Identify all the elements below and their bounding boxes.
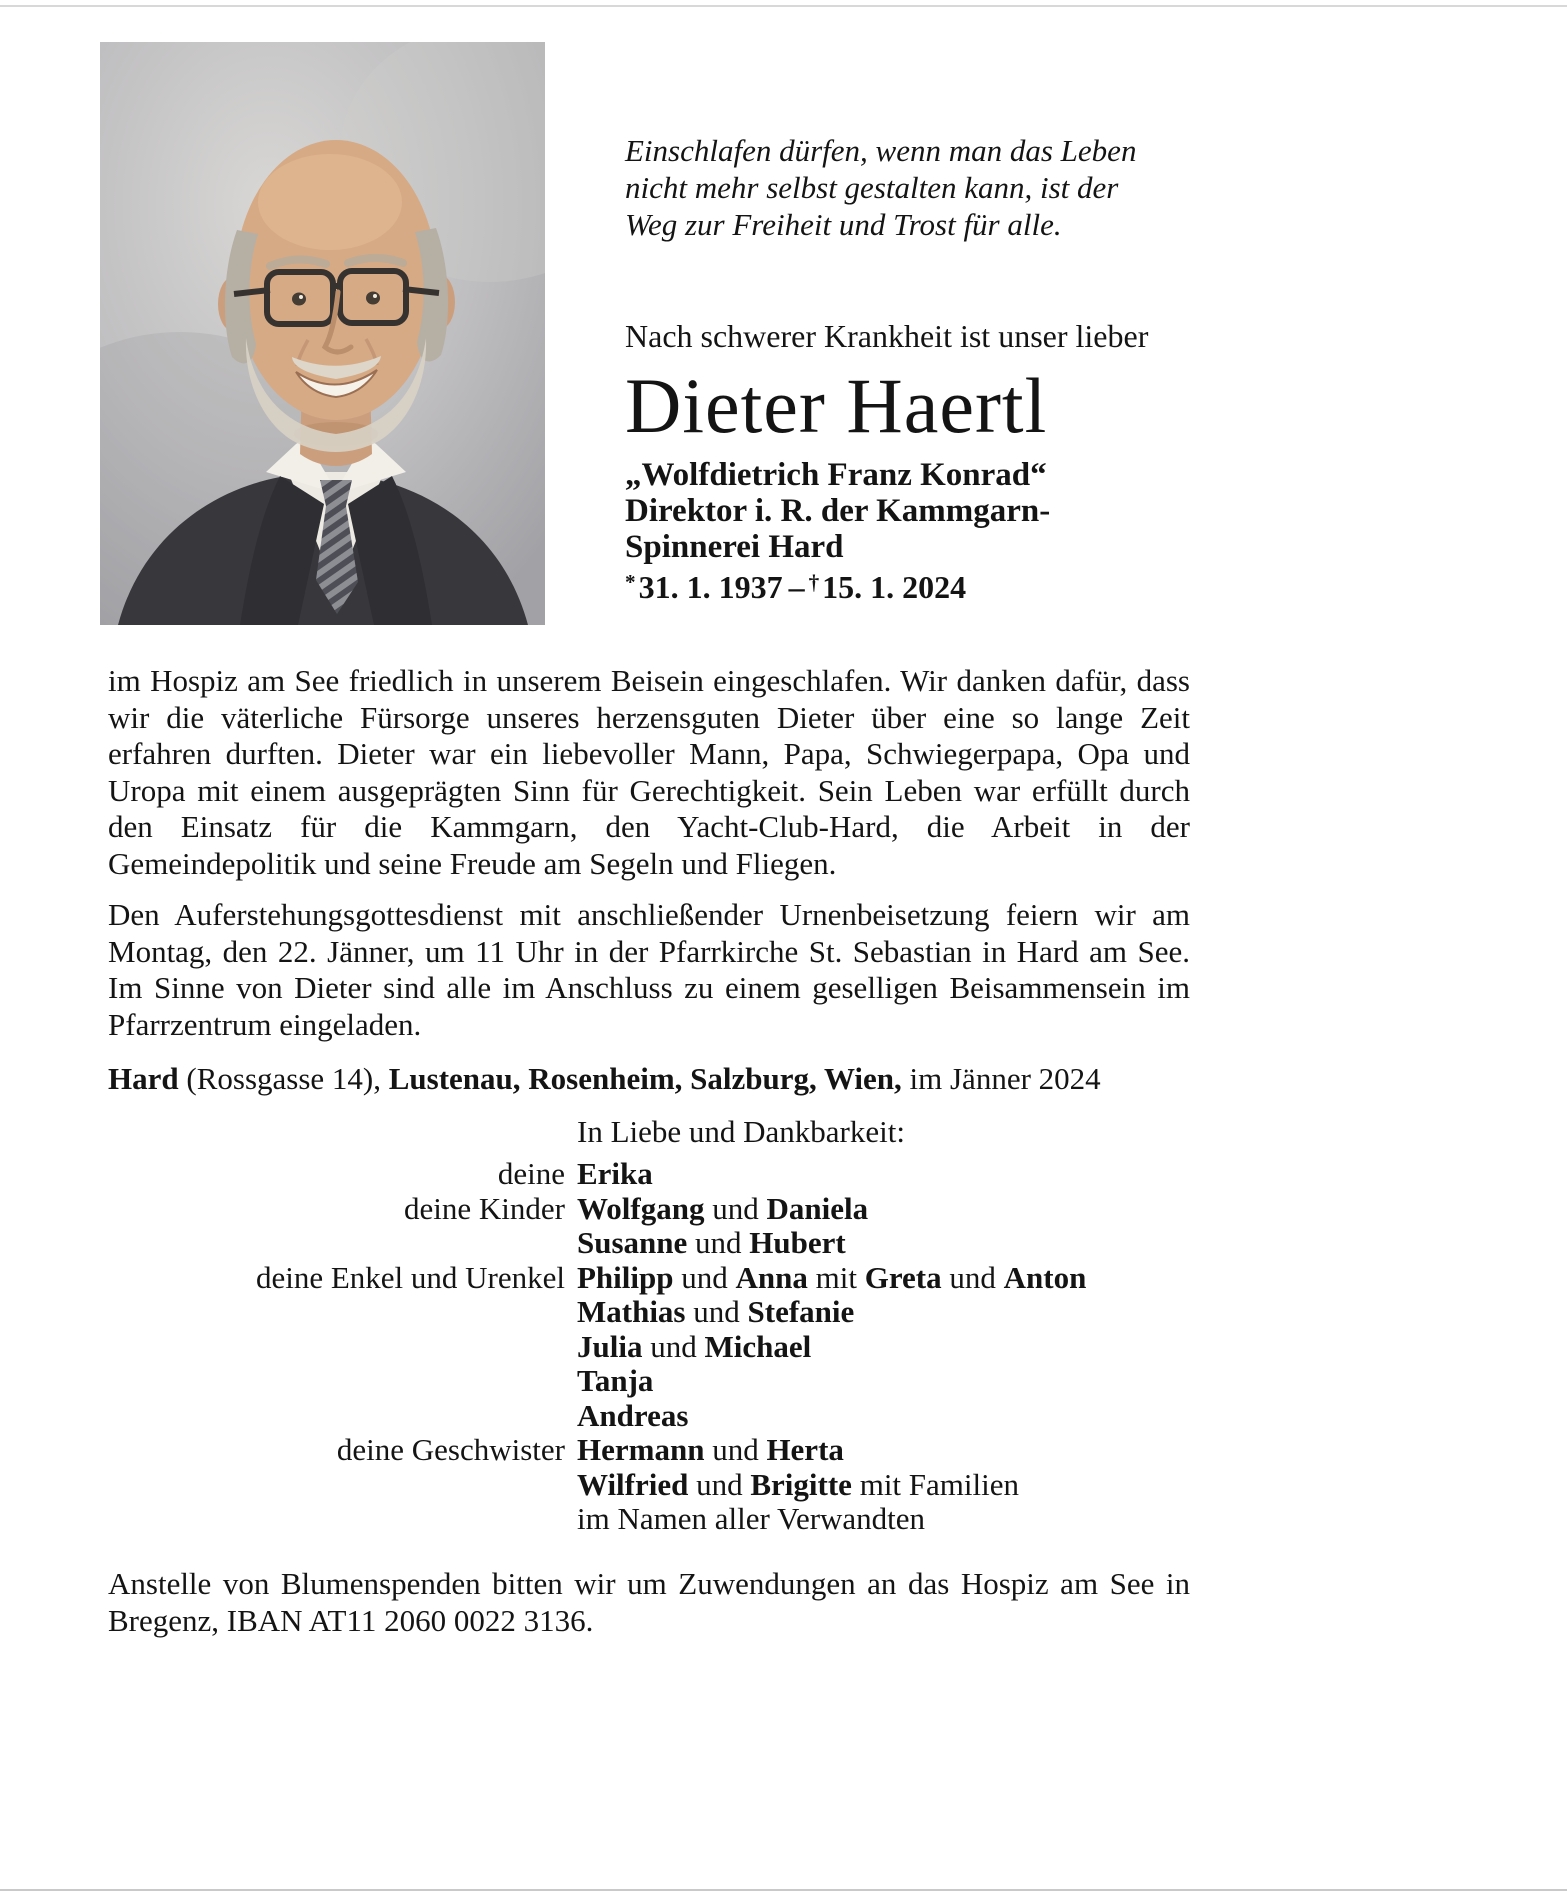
highlighted-name: Erika (577, 1156, 653, 1191)
family-names (577, 1261, 1190, 1296)
family-names (577, 1399, 1190, 1434)
highlighted-name: Lustenau, Rosenheim, Salzburg, Wien, (388, 1061, 902, 1096)
epigraph-quote (625, 132, 1205, 243)
highlighted-name: Andreas (577, 1397, 689, 1433)
highlighted-name: Tanja (577, 1363, 654, 1398)
highlighted-name: Brigitte (750, 1466, 852, 1502)
family-relation-label: deine Kinder (404, 1190, 565, 1226)
role-line-1: Direktor i. R. der Kammgarn- (625, 492, 1051, 529)
family-names (577, 1295, 1190, 1330)
plain-text: (Rossgasse 14), (178, 1061, 389, 1096)
family-line (108, 1261, 1190, 1296)
plain-text: und (688, 1466, 751, 1502)
family-relation-label (108, 1226, 565, 1261)
death-symbol: † (808, 569, 820, 594)
plain-text: und (704, 1432, 767, 1467)
intro-line: Nach schwerer Krankheit ist unser lieber (625, 318, 1149, 354)
plain-text: mit (807, 1259, 865, 1295)
birth-date: 31. 1. 1937 (638, 568, 783, 605)
deceased-name: Dieter Haertl (625, 362, 1048, 449)
family-heading: In Liebe und Dankbarkeit: (577, 1114, 905, 1149)
family-relation-label: deine (497, 1156, 565, 1191)
highlighted-name: Susanne (577, 1225, 688, 1260)
funeral-info-paragraph: Den Auferstehungsgottesdienst mit anschließender Urnenbeisetzung feiern wir am Montag, den 22. Jänner, um 11 Uhr in der Pfarrkirche St. Sebastian in Hard am See. Im Sinne von Dieter sind alle im Anschluss zu einem geselligen Beisammensein im Pfarrzentrum eingeladen. (108, 897, 1190, 1042)
family-names (577, 1364, 1190, 1399)
family-line (108, 1192, 1190, 1227)
highlighted-name: Mathias (577, 1294, 686, 1329)
family-names (577, 1433, 1190, 1468)
family-relation-label (108, 1330, 565, 1365)
quote-line-3: Weg zur Freiheit und Trost für alle. (625, 207, 1062, 242)
plain-text: im Jänner 2024 (901, 1061, 1101, 1096)
life-dates (625, 569, 1205, 606)
highlighted-name: Anton (1003, 1259, 1087, 1295)
highlighted-name: Herta (766, 1432, 844, 1467)
plain-text: und (941, 1259, 1004, 1295)
content-area (0, 663, 1567, 1639)
family-line (108, 1364, 1190, 1399)
role-line-2: Spinnerei Hard (625, 528, 844, 565)
family-line (108, 1433, 1190, 1468)
plain-text: und (687, 1225, 750, 1260)
plain-text: mit Familien (851, 1466, 1020, 1502)
highlighted-name: Stefanie (747, 1294, 855, 1329)
family-relation-label (108, 1364, 565, 1399)
family-relation-label: deine Geschwister (336, 1432, 565, 1467)
family-line (108, 1502, 1190, 1537)
places-line (108, 1061, 1190, 1097)
header-text-block (625, 132, 1205, 606)
family-names (577, 1226, 1190, 1261)
plain-text: und (642, 1328, 705, 1364)
highlighted-name: Greta (864, 1259, 942, 1295)
family-line (108, 1157, 1190, 1192)
highlighted-name: Daniela (766, 1190, 869, 1226)
highlighted-name: Michael (704, 1328, 812, 1364)
plain-text: und (704, 1190, 767, 1226)
family-names (577, 1192, 1190, 1227)
family-relation-label: deine Enkel und Urenkel (255, 1259, 565, 1295)
family-relation-label (108, 1502, 565, 1537)
family-relation-label (108, 1399, 565, 1434)
birth-symbol: * (625, 569, 636, 594)
highlighted-name: Philipp (577, 1259, 674, 1295)
bottom-rule (0, 1889, 1567, 1891)
plain-text: und (685, 1294, 748, 1329)
family-line (108, 1330, 1190, 1365)
highlighted-name: Hermann (577, 1432, 705, 1467)
family-relation-label (108, 1295, 565, 1330)
highlighted-name: Julia (577, 1328, 643, 1364)
plain-text: im Namen aller Verwandten (577, 1501, 926, 1536)
family-names (577, 1157, 1190, 1192)
family-line (108, 1295, 1190, 1330)
header-section (0, 0, 1567, 648)
highlighted-name: Hubert (749, 1225, 846, 1260)
plain-text: und (673, 1259, 736, 1295)
portrait-photo (100, 42, 545, 625)
highlighted-name: Wolfgang (577, 1190, 705, 1226)
family-relation-label (108, 1468, 565, 1503)
family-names (577, 1468, 1190, 1503)
family-line (108, 1399, 1190, 1434)
family-names (577, 1330, 1190, 1365)
portrait-illustration (100, 42, 545, 625)
donation-note: Anstelle von Blumenspenden bitten wir um Zuwendungen an das Hospiz am See in Bregenz, IBAN AT11 2060 0022 3136. (108, 1565, 1190, 1638)
highlighted-name: Hard (108, 1061, 179, 1096)
highlighted-name: Wilfried (577, 1466, 689, 1502)
obituary-paragraph: im Hospiz am See friedlich in unserem Beisein eingeschlafen. Wir danken dafür, dass wir die väterliche Fürsorge unseres herzensguten Dieter über eine so lange Zeit erfahren durften. Dieter war ein liebevoller Mann, Papa, Schwiegerpapa, Opa und Uropa mit einem ausgeprägten Sinn für Gerechtigkeit. Sein Leben war erfüllt durch den Einsatz für die Kammgarn, den Yacht-Club-Hard, die Arbeit in der Gemeindepolitik und seine Freude am Segeln und Fliegen. (108, 663, 1190, 881)
nickname-line: „Wolfdietrich Franz Konrad“ (625, 456, 1047, 493)
family-line (108, 1226, 1190, 1261)
death-date: 15. 1. 2024 (822, 568, 967, 605)
family-line (108, 1468, 1190, 1503)
date-separator: – (788, 568, 805, 605)
quote-line-2: nicht mehr selbst gestalten kann, ist der (625, 170, 1119, 205)
highlighted-name: Anna (735, 1259, 808, 1295)
family-names (577, 1502, 1190, 1537)
family-list (108, 1157, 1190, 1537)
quote-line-1: Einschlafen dürfen, wenn man das Leben (625, 133, 1137, 168)
